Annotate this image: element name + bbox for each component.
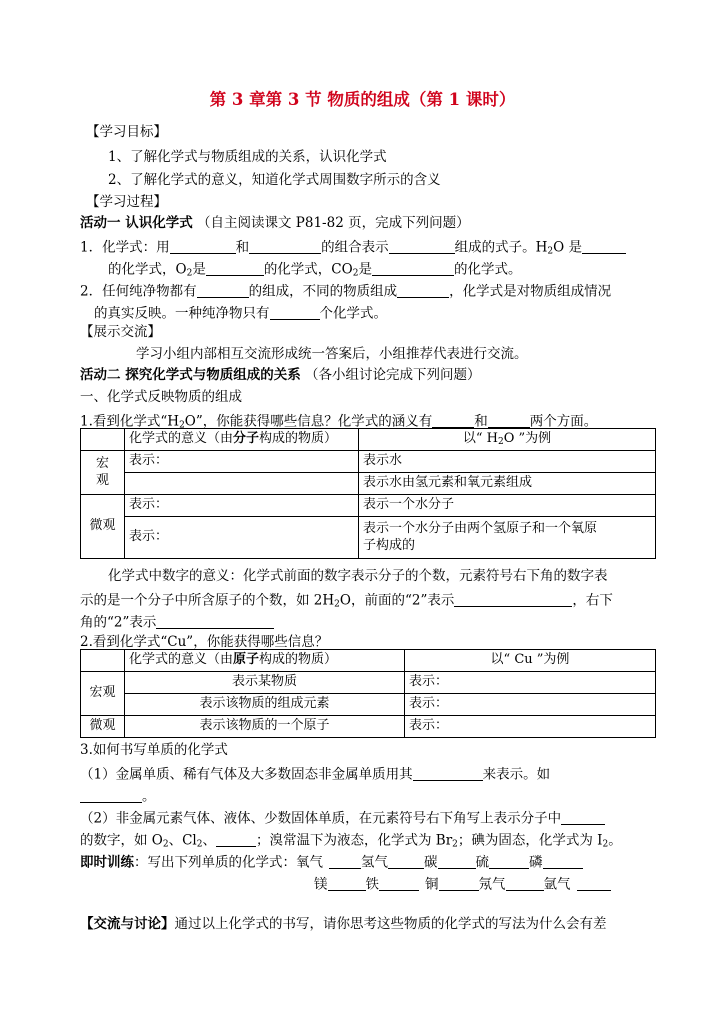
- answer-blank[interactable]: [397, 283, 449, 298]
- cell-answer[interactable]: [125, 473, 359, 495]
- part-1-heading: 一、化学式反映物质的组成: [80, 389, 242, 405]
- row-label-macro: 宏观: [81, 672, 125, 716]
- question-2-line-1: 2．任何纯净物都有 的组成，不同的物质组成 ，化学式是对物质组成情况: [80, 283, 612, 300]
- number-meaning-line-1: 化学式中数字的意义：化学式前面的数字表示分子的个数，元素符号右下角的数字表: [108, 568, 608, 584]
- answer-blank[interactable]: [197, 283, 249, 298]
- answer-blank[interactable]: [489, 854, 529, 869]
- answer-blank[interactable]: [389, 239, 455, 254]
- answer-blank[interactable]: [270, 305, 320, 320]
- activity-1: [80, 217, 470, 231]
- question-5-1-line-1: （1）金属单质、稀有气体及大多数固态非金属单质用其 来表示。如: [80, 766, 551, 783]
- cell-answer[interactable]: 表示：: [125, 517, 359, 559]
- answer-blank[interactable]: [582, 239, 626, 254]
- section-goal: 【学习目标】: [86, 124, 167, 140]
- answer-blank[interactable]: [156, 614, 274, 629]
- answer-blank[interactable]: [438, 854, 476, 869]
- answer-blank[interactable]: [249, 239, 321, 254]
- drill-row-1: 即时训练：写出下列单质的化学式：氧气 氢气 碳 硫 磷: [80, 854, 583, 870]
- question-5-2-line-2: 的数字，如 $O_2$、$Cl_2$、 ；溴常温下为液态，化学式为 $Br_2$；碘为固态，化学式为 $I_2$。: [80, 832, 622, 850]
- goal-1: 1、了解化学式与物质组成的关系，认识化学式: [108, 149, 387, 165]
- answer-blank[interactable]: [561, 810, 605, 825]
- goal-2: 2、了解化学式的意义，知道化学式周围数字所示的含义: [108, 172, 441, 188]
- activity-2: [80, 369, 481, 383]
- activity-2-note: （各小组讨论完成下列问题）: [305, 367, 481, 383]
- answer-blank[interactable]: [439, 876, 479, 891]
- answer-blank[interactable]: [454, 592, 572, 607]
- activity-2-heading: 活动二 探究化学式与物质组成的关系: [80, 367, 301, 383]
- row-label-micro: 微观: [81, 716, 125, 738]
- cell-example: 表示水由氢元素和氧元素组成: [359, 473, 656, 495]
- row-label-micro: 微观: [81, 495, 125, 559]
- molecule-table: [80, 428, 656, 559]
- cell-meaning: 表示该物质的组成元素: [125, 694, 405, 716]
- answer-blank[interactable]: [543, 854, 583, 869]
- question-5-1-line-2: 。: [80, 788, 156, 804]
- table-header-example: 以“ Cu ”为例: [405, 650, 656, 672]
- answer-blank[interactable]: [80, 788, 142, 803]
- activity-1-note: （自主阅读课文 P81-82 页，完成下列问题）: [197, 215, 470, 231]
- question-2-line-2: 的真实反映。一种纯净物只有 个化学式。: [94, 305, 387, 322]
- page-title: 第 3 章第 3 节 物质的组成（第 1 课时）: [209, 90, 516, 109]
- answer-blank[interactable]: [388, 854, 424, 869]
- answer-blank[interactable]: [413, 766, 483, 781]
- answer-blank[interactable]: [216, 832, 256, 847]
- answer-blank[interactable]: [488, 413, 530, 428]
- table-header-meaning: 化学式的意义（由原子构成的物质）: [125, 650, 405, 672]
- activity-1-heading: 活动一 认识化学式: [80, 215, 193, 231]
- row-label-macro: 宏 观: [81, 451, 125, 495]
- section-process: 【学习过程】: [86, 194, 167, 210]
- cell-answer[interactable]: 表示：: [405, 672, 656, 694]
- cell-answer[interactable]: 表示：: [405, 694, 656, 716]
- cell-example: 表示水: [359, 451, 656, 473]
- show-text: 学习小组内部相互交流形成统一答案后，小组推荐代表进行交流。: [136, 346, 528, 362]
- answer-blank[interactable]: [506, 876, 544, 891]
- answer-blank[interactable]: [329, 854, 361, 869]
- answer-blank[interactable]: [372, 261, 454, 276]
- cell-meaning: 表示某物质: [125, 672, 405, 694]
- answer-blank[interactable]: [206, 261, 264, 276]
- number-meaning-line-2: 示的是一个分子中所含原子的个数，如 $2H_2O$，前面的“2”表示 ，右下: [80, 592, 613, 610]
- cell-example: 表示一个水分子由两个氢原子和一个氧原 子构成的: [359, 517, 656, 559]
- drill-row-2: 镁 铁 铜 氖气 氩气: [314, 876, 611, 892]
- answer-blank[interactable]: [170, 239, 236, 254]
- answer-blank[interactable]: [577, 876, 611, 891]
- drill-heading: 即时训练: [80, 854, 134, 871]
- cell-answer[interactable]: 表示：: [405, 716, 656, 738]
- question-3: 1.看到化学式“$H_2O$”，你能获得哪些信息？化学式的涵义有 和 两个方面。: [80, 413, 598, 431]
- discussion-heading: 【交流与讨论】: [80, 916, 175, 932]
- answer-blank[interactable]: [328, 876, 366, 891]
- question-4: 2.看到化学式“Cu”，你能获得哪些信息？: [80, 634, 329, 650]
- atom-table: [80, 649, 656, 738]
- question-1-line-1: 1．化学式：用 和 的组合表示 组成的式子。$H_2O$ 是: [80, 239, 626, 255]
- section-show: 【展示交流】: [80, 324, 161, 340]
- question-1-line-2: 的化学式，$O_2$是 的化学式，$CO_2$是 的化学式。: [108, 261, 522, 279]
- cell-example: 表示一个水分子: [359, 495, 656, 517]
- table-header-meaning: 化学式的意义（由分子构成的物质）: [125, 429, 359, 451]
- cell-answer[interactable]: 表示：: [125, 451, 359, 473]
- table-header-example: 以“ $H_2O$ ”为例: [359, 429, 656, 451]
- answer-blank[interactable]: [379, 876, 419, 891]
- cell-meaning: 表示该物质的一个原子: [125, 716, 405, 738]
- cell-answer[interactable]: 表示：: [125, 495, 359, 517]
- question-5-2-line-1: （2）非金属元素气体、液体、少数固体单质，在元素符号右下角写上表示分子中: [80, 810, 605, 826]
- answer-blank[interactable]: [432, 413, 474, 428]
- discussion: 【交流与讨论】通过以上化学式的书写，请你思考这些物质的化学式的写法为什么会有差: [80, 916, 607, 932]
- number-meaning-line-3: 角的“2”表示: [80, 614, 274, 630]
- question-5: 3.如何书写单质的化学式: [80, 742, 228, 758]
